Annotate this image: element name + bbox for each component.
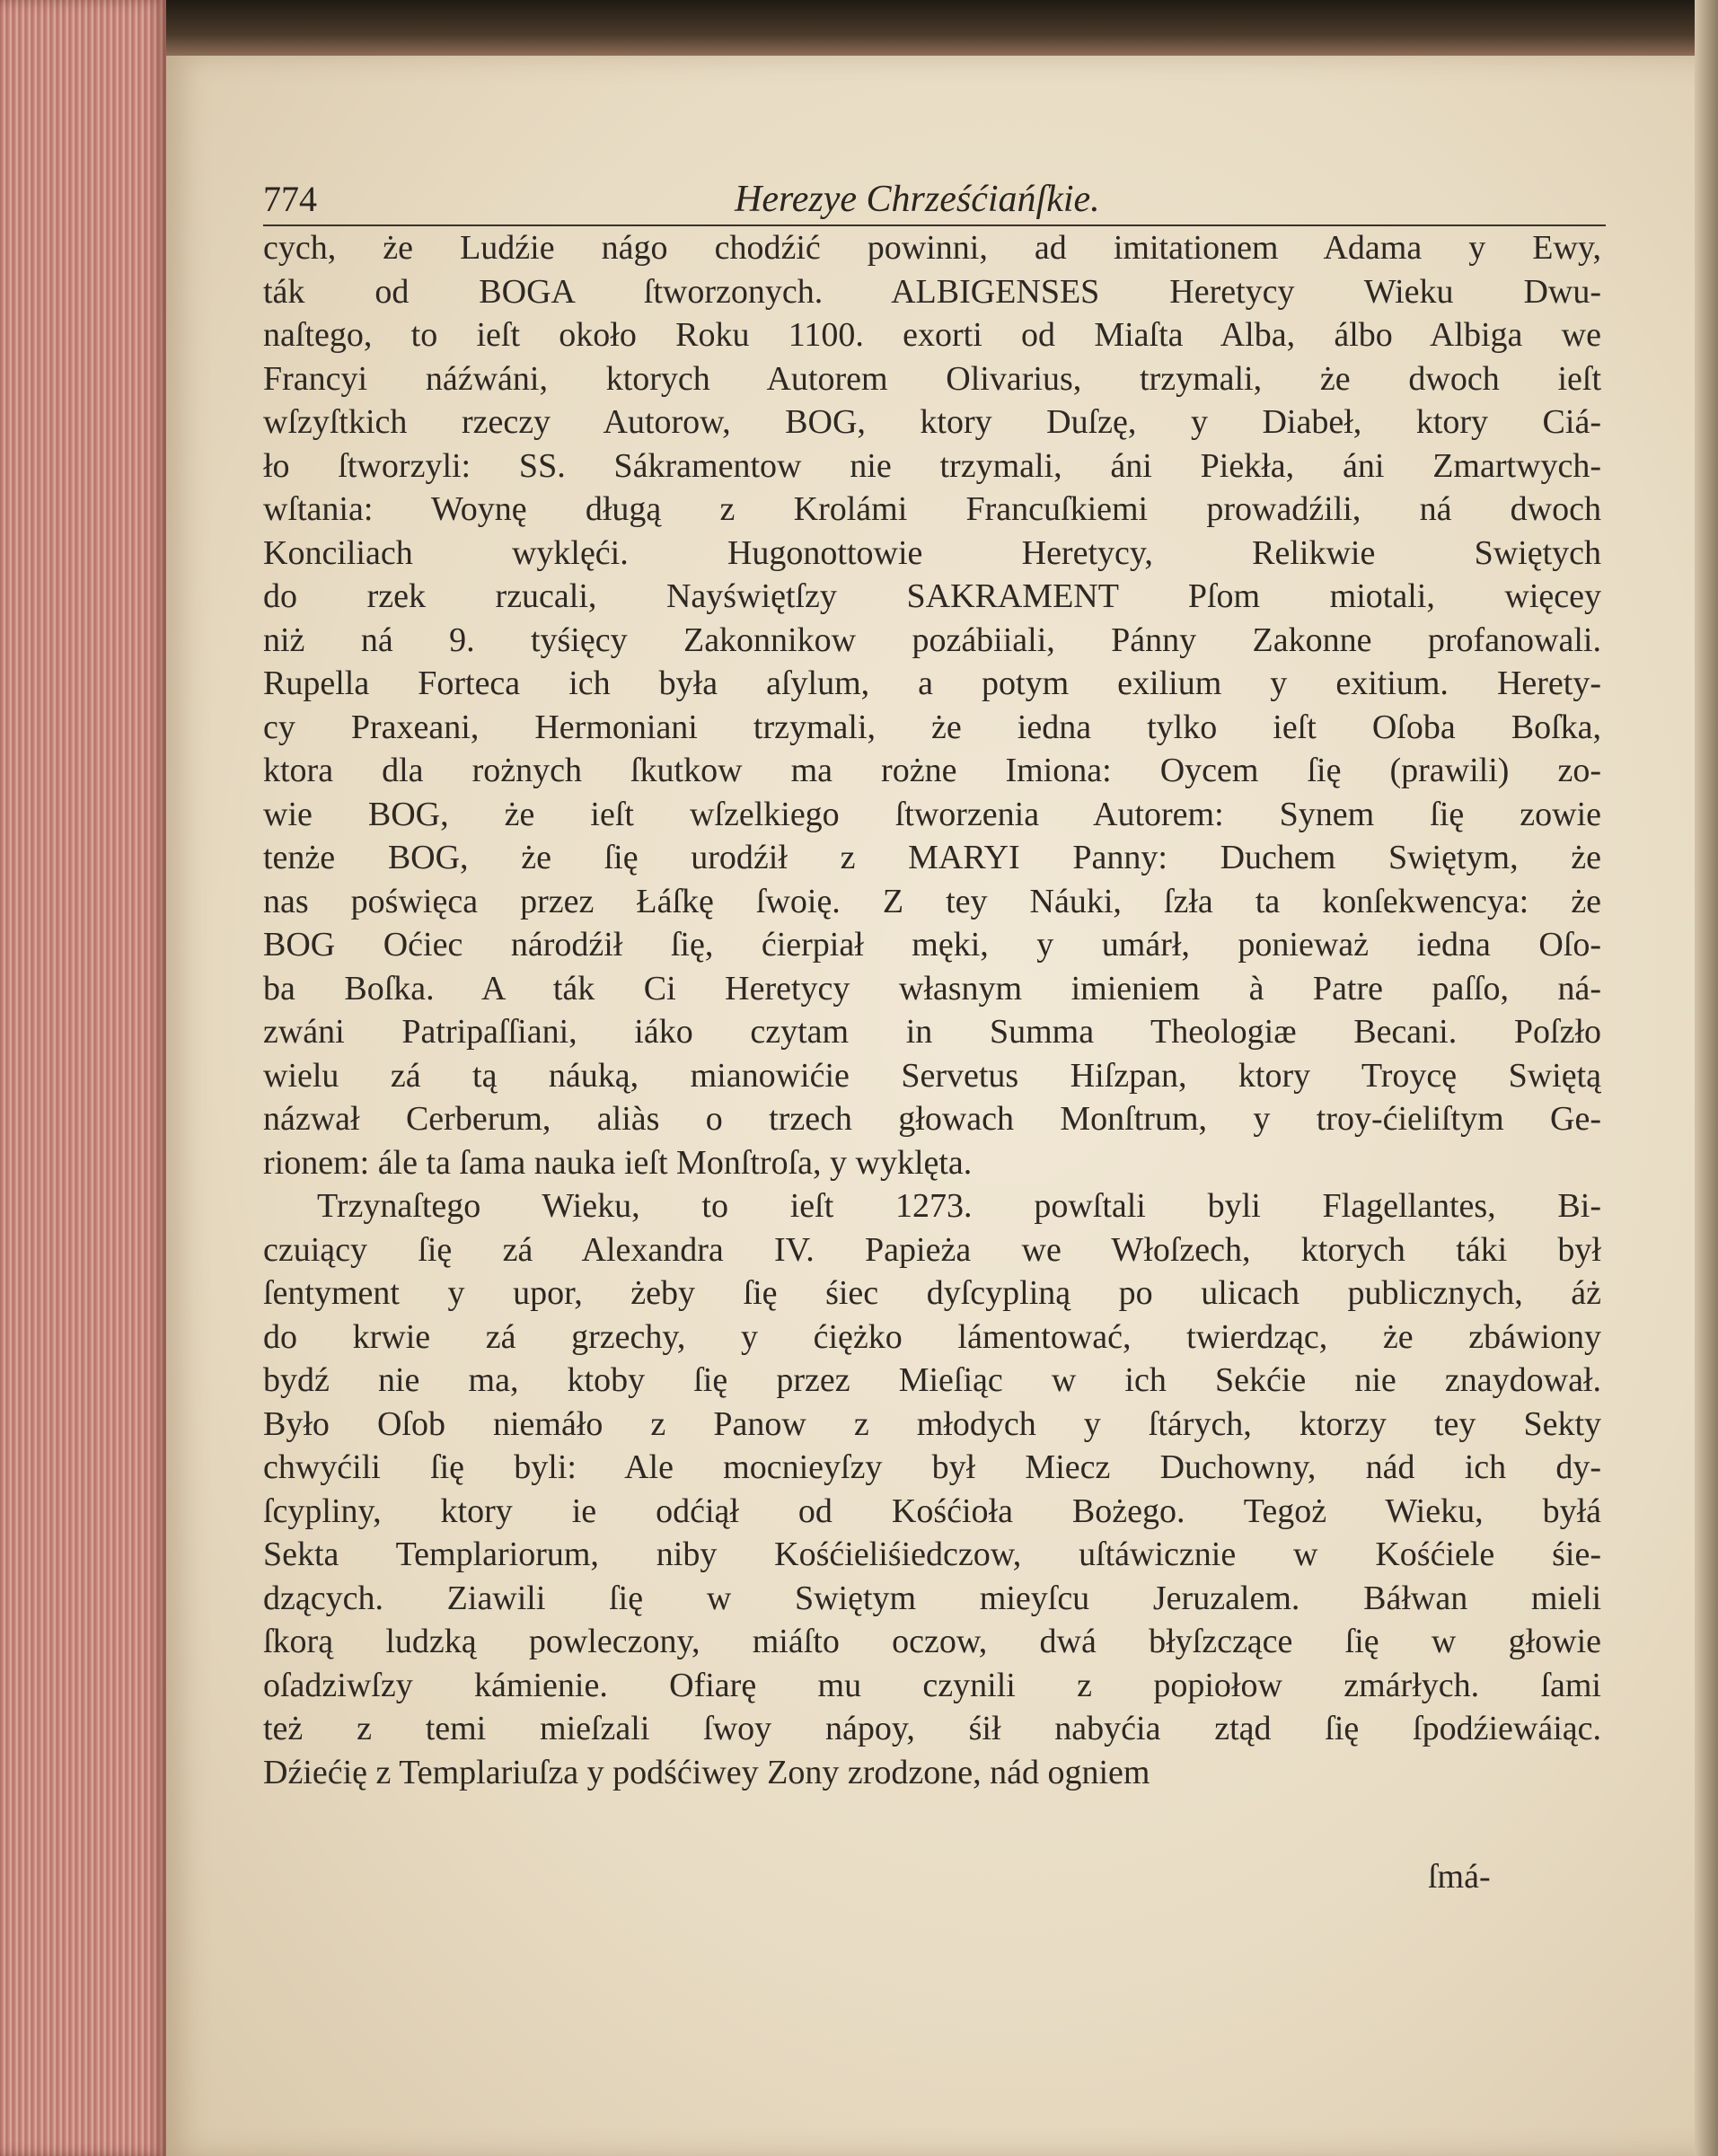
- book-top-edge: [0, 0, 1718, 63]
- page-number: 774: [263, 179, 317, 219]
- text-line: ſkorą ludzką powleczony, miáſto oczow, dwá błyſzczące ſię w głowie: [263, 1623, 1601, 1660]
- text-line: wſtania: Woynę długą z Krolámi Francuſkiemi prowadźili, ná dwoch: [263, 490, 1601, 528]
- text-line: oſadziwſzy kámienie. Ofiarę mu czynili z popiołow zmárłych. ſami: [263, 1666, 1601, 1704]
- text-line: chwyćili ſię byli: Ale mocnieyſzy był Miecz Duchowny, nád ich dy-: [263, 1448, 1601, 1486]
- text-line: Sekta Templariorum, niby Kośćieliśiedczow, uſtáwicznie w Kośćiele śie-: [263, 1536, 1601, 1573]
- text-line: Trzynaſtego Wieku, to ieſt 1273. powſtali byli Flagellantes, Bi-: [317, 1187, 1601, 1225]
- text-line: BOG Oćiec národźił ſię, ćierpiał męki, y umárł, ponieważ iedna Oſo-: [263, 926, 1601, 964]
- text-line: też z temi mieſzali ſwoy nápoy, śił nabyćia ztąd ſię ſpodźiewáiąc.: [263, 1710, 1601, 1747]
- text-line: ło ſtworzyli: SS. Sákramentow nie trzymali, áni Piekła, áni Zmartwych-: [263, 446, 1601, 485]
- text-line: wielu zá tą náuką, mianowićie Servetus Hiſzpan, ktory Troycę Swiętą: [263, 1056, 1601, 1095]
- text-line: ktora dla rożnych ſkutkow ma rożne Imiona: Oycem ſię (prawili) zo-: [263, 752, 1601, 789]
- body-text: [263, 226, 1601, 1794]
- page-header: [263, 178, 1606, 226]
- text-line: názwał Cerberum, aliàs o trzech głowach Monſtrum, y troy-ćieliſtym Ge-: [263, 1100, 1601, 1138]
- text-line: Było Oſob niemáło z Panow z młodych y ſtárych, ktorzy tey Sekty: [263, 1404, 1601, 1443]
- text-line: do rzek rzucali, Nayświętſzy SAKRAMENT Pſom miotali, więcey: [263, 577, 1601, 615]
- text-line: cych, że Ludźie nágo chodźić powinni, ad imitationem Adama y Ewy,: [263, 229, 1601, 267]
- text-line: do krwie zá grzechy, y ćiężko lámentować, twierdząc, że zbáwiony: [263, 1317, 1601, 1356]
- text-line: ſentyment y upor, żeby ſię śiec dyſcypliną po ulicach publicznych, áż: [263, 1274, 1601, 1312]
- text-line: bydź nie ma, ktoby ſię przez Mieſiąc w ich Sekćie nie znaydował.: [263, 1361, 1601, 1399]
- text-line: Konciliach wyklęći. Hugonottowie Heretycy, Relikwie Swiętych: [263, 533, 1601, 572]
- text-line: cy Praxeani, Hermoniani trzymali, że iedna tylko ieſt Oſoba Boſka,: [263, 708, 1601, 746]
- text-line: Francyi náźwáni, ktorych Autorem Olivarius, trzymali, że dwoch ieſt: [263, 359, 1601, 398]
- page-edges: [0, 0, 166, 2156]
- page-gutter: [1695, 0, 1718, 2156]
- text-line: ták od BOGA ſtworzonych. ALBIGENSES Heretycy Wieku Dwu-: [263, 272, 1601, 311]
- catchword: ſmá-: [1428, 1858, 1491, 1896]
- text-line: wie BOG, że ieſt wſzelkiego ſtworzenia Autorem: Synem ſię zowie: [263, 795, 1601, 833]
- running-title: Herezye Chrześćiańſkie.: [735, 179, 1100, 220]
- text-line: czuiący ſię zá Alexandra IV. Papieża we Włoſzech, ktorych táki był: [263, 1230, 1601, 1269]
- text-line: ba Boſka. A ták Ci Heretycy własnym imieniem à Patre paſſo, ná-: [263, 969, 1601, 1008]
- text-line: tenże BOG, że ſię urodźił z MARYI Panny: Duchem Swiętym, że: [263, 839, 1601, 876]
- text-line: ſcypliny, ktory ie odćiął od Kośćioła Bożego. Tegoż Wieku, byłá: [263, 1492, 1601, 1530]
- text-line: zwáni Patripaſſiani, iáko czytam in Summa Theologiæ Becani. Poſzło: [263, 1013, 1601, 1051]
- text-line: rionem: ále ta ſama nauka ieſt Monſtroſa, y wyklęta.: [263, 1143, 973, 1182]
- text-line: dzących. Ziawili ſię w Swiętym mieyſcu Jeruzalem. Báłwan mieli: [263, 1579, 1601, 1617]
- text-line: niż ná 9. tyśięcy Zakonnikow pozábiiali, Pánny Zakonne profanowali.: [263, 620, 1601, 659]
- text-line: Dźiećię z Templariuſza y podśćiwey Zony zrodzone, nád ogniem: [263, 1753, 1150, 1791]
- text-line: nas poświęca przez Łáſkę ſwoię. Z tey Náuki, ſzła ta konſekwencya: że: [263, 882, 1601, 920]
- text-line: wſzyſtkich rzeczy Autorow, BOG, ktory Duſzę, y Diabeł, ktory Ciá-: [263, 403, 1601, 441]
- text-line: naſtego, to ieſt około Roku 1100. exorti od Miaſta Alba, álbo Albiga we: [263, 316, 1601, 354]
- text-line: Rupella Forteca ich była aſylum, a potym exilium y exitium. Herety-: [263, 664, 1601, 702]
